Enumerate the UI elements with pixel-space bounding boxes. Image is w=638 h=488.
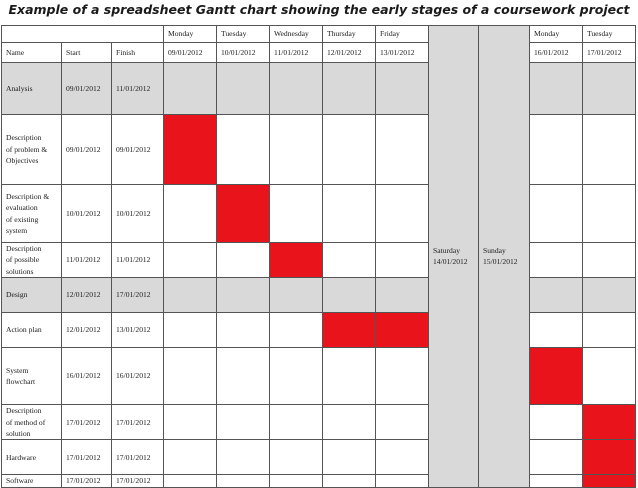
weekend-date: 15/01/2012: [483, 257, 518, 267]
task-row: [2, 243, 636, 278]
gantt-bar: [270, 243, 323, 278]
task-start: 17/01/2012: [62, 405, 112, 440]
header-date: 16/01/2012: [530, 43, 583, 63]
header-date: 12/01/2012: [323, 43, 376, 63]
gantt-cell: [530, 475, 583, 487]
gantt-cell: [376, 475, 429, 487]
gantt-cell: [270, 115, 323, 185]
task-finish: 16/01/2012: [112, 348, 164, 405]
task-finish: 10/01/2012: [112, 185, 164, 243]
task-finish: 17/01/2012: [112, 475, 164, 487]
gantt-cell: [217, 440, 270, 475]
header-day-name: Tuesday: [583, 26, 636, 43]
task-name-line: Description &: [6, 191, 50, 201]
gantt-cell: [164, 278, 217, 313]
gantt-cell: [323, 243, 376, 278]
task-name-line: Software: [6, 476, 34, 486]
group-row: [2, 63, 636, 115]
task-row: [2, 348, 636, 405]
gantt-cell: [270, 63, 323, 115]
task-start: 10/01/2012: [62, 185, 112, 243]
gantt-cell: [270, 185, 323, 243]
header-day-row: [2, 26, 636, 43]
gantt-cell: [217, 348, 270, 405]
gantt-cell: [530, 440, 583, 475]
task-name: [2, 278, 62, 313]
gantt-cell: [583, 115, 636, 185]
weekend-column-sat: [429, 26, 479, 488]
task-row: [2, 115, 636, 185]
header-day-name: Thursday: [323, 26, 376, 43]
gantt-cell: [376, 115, 429, 185]
gantt-bar: [323, 313, 376, 348]
gantt-cell: [217, 115, 270, 185]
header-date: 11/01/2012: [270, 43, 323, 63]
task-finish: 17/01/2012: [112, 440, 164, 475]
gantt-cell: [270, 348, 323, 405]
group-row: [2, 278, 636, 313]
task-name-line: Hardware: [6, 452, 36, 462]
gantt-cell: [217, 278, 270, 313]
task-start: 17/01/2012: [62, 475, 112, 487]
gantt-cell: [323, 440, 376, 475]
gantt-cell: [376, 243, 429, 278]
gantt-cell: [530, 278, 583, 313]
gantt-cell: [530, 405, 583, 440]
task-name-line: of possible: [6, 255, 40, 265]
task-name-line: system: [6, 225, 28, 235]
gantt-cell: [270, 475, 323, 487]
gantt-table: [1, 25, 636, 488]
gantt-cell: [583, 63, 636, 115]
task-name-line: Description: [6, 244, 42, 253]
gantt-cell: [583, 278, 636, 313]
task-name-line: Analysis: [6, 83, 33, 93]
header-day-name: Monday: [164, 26, 217, 43]
gantt-cell: [164, 243, 217, 278]
gantt-cell: [323, 278, 376, 313]
task-finish: 13/01/2012: [112, 313, 164, 348]
task-row: [2, 440, 636, 475]
task-name: [2, 115, 62, 185]
gantt-cell: [323, 185, 376, 243]
task-name-line: solutions: [6, 266, 34, 276]
gantt-cell: [217, 63, 270, 115]
gantt-bar: [217, 185, 270, 243]
task-start: 12/01/2012: [62, 313, 112, 348]
task-name: [2, 185, 62, 243]
gantt-cell: [164, 348, 217, 405]
weekend-day-name: Saturday: [433, 245, 460, 255]
weekend-day-name: Sunday: [483, 245, 506, 255]
gantt-cell: [164, 313, 217, 348]
gantt-bar: [376, 313, 429, 348]
gantt-cell: [583, 243, 636, 278]
header-blank: [2, 26, 164, 43]
gantt-cell: [217, 475, 270, 487]
gantt-cell: [376, 185, 429, 243]
gantt-cell: [530, 63, 583, 115]
gantt-cell: [270, 313, 323, 348]
weekend-label-sat: [433, 245, 478, 268]
gantt-bar: [583, 440, 636, 475]
gantt-cell: [376, 440, 429, 475]
task-start: 12/01/2012: [62, 278, 112, 313]
gantt-cell: [270, 440, 323, 475]
gantt-cell: [217, 405, 270, 440]
task-start: 17/01/2012: [62, 440, 112, 475]
column-header-start: Start: [62, 43, 112, 63]
chart-title: Example of a spreadsheet Gantt chart showing the early stages of a coursework project: [8, 2, 630, 17]
task-finish: 09/01/2012: [112, 115, 164, 185]
task-name: [2, 475, 62, 487]
gantt-cell: [376, 278, 429, 313]
gantt-cell: [164, 63, 217, 115]
header-day-name: Friday: [376, 26, 429, 43]
gantt-cell: [323, 348, 376, 405]
gantt-cell: [376, 63, 429, 115]
task-name-line: System: [6, 365, 29, 375]
task-name-line: Design: [6, 290, 28, 300]
task-name: [2, 440, 62, 475]
header-day-name: Wednesday: [270, 26, 323, 43]
gantt-cell: [530, 185, 583, 243]
task-row: [2, 185, 636, 243]
task-name-line: solution: [6, 428, 31, 438]
task-name-line: flowchart: [6, 377, 36, 387]
task-name: [2, 243, 62, 278]
header-date: 10/01/2012: [217, 43, 270, 63]
header-date: 09/01/2012: [164, 43, 217, 63]
gantt-cell: [583, 185, 636, 243]
gantt-bar: [583, 405, 636, 440]
task-name-line: Description: [6, 406, 42, 416]
gantt-cell: [323, 475, 376, 487]
gantt-cell: [164, 405, 217, 440]
task-name-line: Action plan: [6, 325, 42, 335]
gantt-cell: [323, 115, 376, 185]
gantt-cell: [530, 313, 583, 348]
gantt-cell: [270, 278, 323, 313]
header-date: 17/01/2012: [583, 43, 636, 63]
task-name: [2, 405, 62, 440]
gantt-cell: [323, 405, 376, 440]
gantt-cell: [217, 313, 270, 348]
gantt-cell: [530, 243, 583, 278]
task-name: [2, 313, 62, 348]
gantt-cell: [583, 313, 636, 348]
header-day-name: Monday: [530, 26, 583, 43]
task-start: 09/01/2012: [62, 63, 112, 115]
weekend-column-sun: [479, 26, 530, 488]
gantt-cell: [583, 348, 636, 405]
header-date: 13/01/2012: [376, 43, 429, 63]
column-header-finish: Finish: [112, 43, 164, 63]
column-header-name: Name: [2, 43, 62, 63]
task-finish: 17/01/2012: [112, 278, 164, 313]
task-row: [2, 313, 636, 348]
task-name-line: of method of: [6, 417, 46, 427]
weekend-date: 14/01/2012: [433, 257, 468, 267]
gantt-cell: [164, 440, 217, 475]
gantt-bar: [583, 475, 636, 487]
task-row: [2, 405, 636, 440]
gantt-cell: [530, 115, 583, 185]
task-start: 09/01/2012: [62, 115, 112, 185]
task-name-line: Description: [6, 133, 42, 143]
gantt-cell: [164, 185, 217, 243]
task-name: [2, 348, 62, 405]
gantt-bar: [530, 348, 583, 405]
gantt-bar: [164, 115, 217, 185]
gantt-cell: [376, 348, 429, 405]
gantt-cell: [376, 405, 429, 440]
gantt-cell: [323, 63, 376, 115]
task-row: [2, 475, 636, 487]
header-day-name: Tuesday: [217, 26, 270, 43]
task-start: 11/01/2012: [62, 243, 112, 278]
gantt-cell: [164, 475, 217, 487]
task-finish: 11/01/2012: [112, 63, 164, 115]
task-name-line: of existing: [6, 214, 39, 224]
header-date-row: [2, 43, 636, 63]
task-name-line: evaluation: [6, 203, 38, 213]
task-name: [2, 63, 62, 115]
task-finish: 11/01/2012: [112, 243, 164, 278]
task-name-line: of problem &: [6, 144, 48, 154]
task-start: 16/01/2012: [62, 348, 112, 405]
gantt-cell: [217, 243, 270, 278]
task-name-line: Objectives: [6, 156, 39, 166]
gantt-cell: [270, 405, 323, 440]
task-finish: 17/01/2012: [112, 405, 164, 440]
weekend-label-sun: [483, 245, 529, 268]
